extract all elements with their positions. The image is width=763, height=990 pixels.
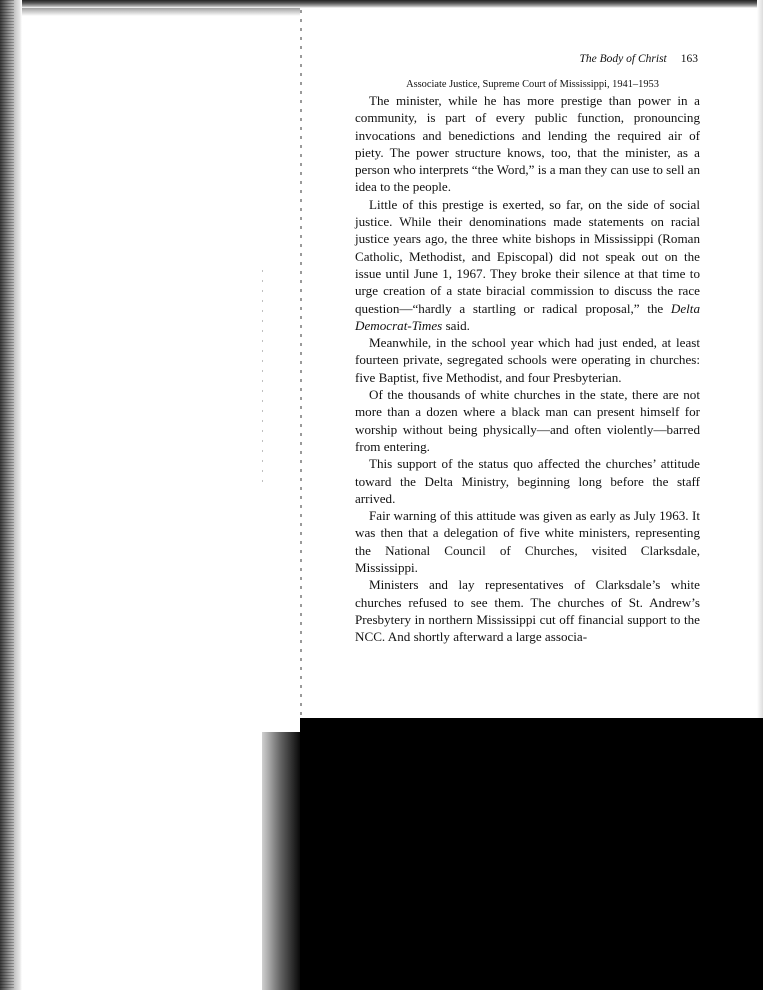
scan-black-region (300, 718, 763, 990)
page-seam (300, 10, 302, 730)
caption: Associate Justice, Supreme Court of Mississippi, 1941–1953 (406, 79, 659, 90)
page-number: 163 (680, 53, 698, 65)
paragraph-6: Fair warning of this attitude was given as early as July 1963. It was then that a delegation of five white ministers, representing the National Council of Churches, visited Clarksdale, Mississippi. (355, 508, 700, 576)
running-head (355, 52, 700, 66)
page-seam-faint (262, 270, 263, 490)
newspaper-title: Delta Democrat-Times (355, 300, 700, 333)
running-head-title: The Body of Christ (579, 53, 667, 65)
paragraph-5: This support of the status quo affected the churches’ attitude toward the Delta Ministry, beginning long before the staff arrived. (355, 456, 700, 506)
scan-shadow-top (0, 0, 763, 8)
binding-gutter-texture (0, 0, 14, 990)
scan-shadow-bottom-left (262, 732, 302, 990)
paragraph-1: The minister, while he has more prestige than power in a community, is part of every public function, pronouncing invocations and benedictions and lending the required air of piety. The power structure knows, too, that the minister, as a person who interprets “the Word,” is a man they can use to sell an idea to the people. (355, 93, 700, 195)
paragraph-4: Of the thousands of white churches in the state, there are not more than a dozen where a black man can present himself for worship without being physically—and often violently—barred from entering. (355, 387, 700, 454)
paragraph-2: Little of this prestige is exerted, so far, on the side of social justice. While their denominations made statements on racial justice years ago, the three white bishops in Mississippi (Roman Catholic, Methodist, and Episcopal) did not speak out on the issue until June 1, 1967. They broke their silence at that time to urge creation of a state biracial commission to discuss the race question—“hardly a startling or radical proposal,” the Delta Democrat-Times said. (355, 196, 700, 333)
text-page (355, 52, 700, 646)
page-right-edge (757, 0, 763, 720)
paragraph-3: Meanwhile, in the school year which had just ended, at least fourteen private, segregated schools were operating in churches: five Baptist, five Methodist, and four Presbyterian. (355, 335, 700, 385)
paragraph-7: Ministers and lay representatives of Clarksdale’s white churches refused to see them. The churches of St. Andrew’s Presbytery in northern Mississippi cut off financial support to the NCC. And shortly afterward a large associa- (355, 577, 700, 645)
